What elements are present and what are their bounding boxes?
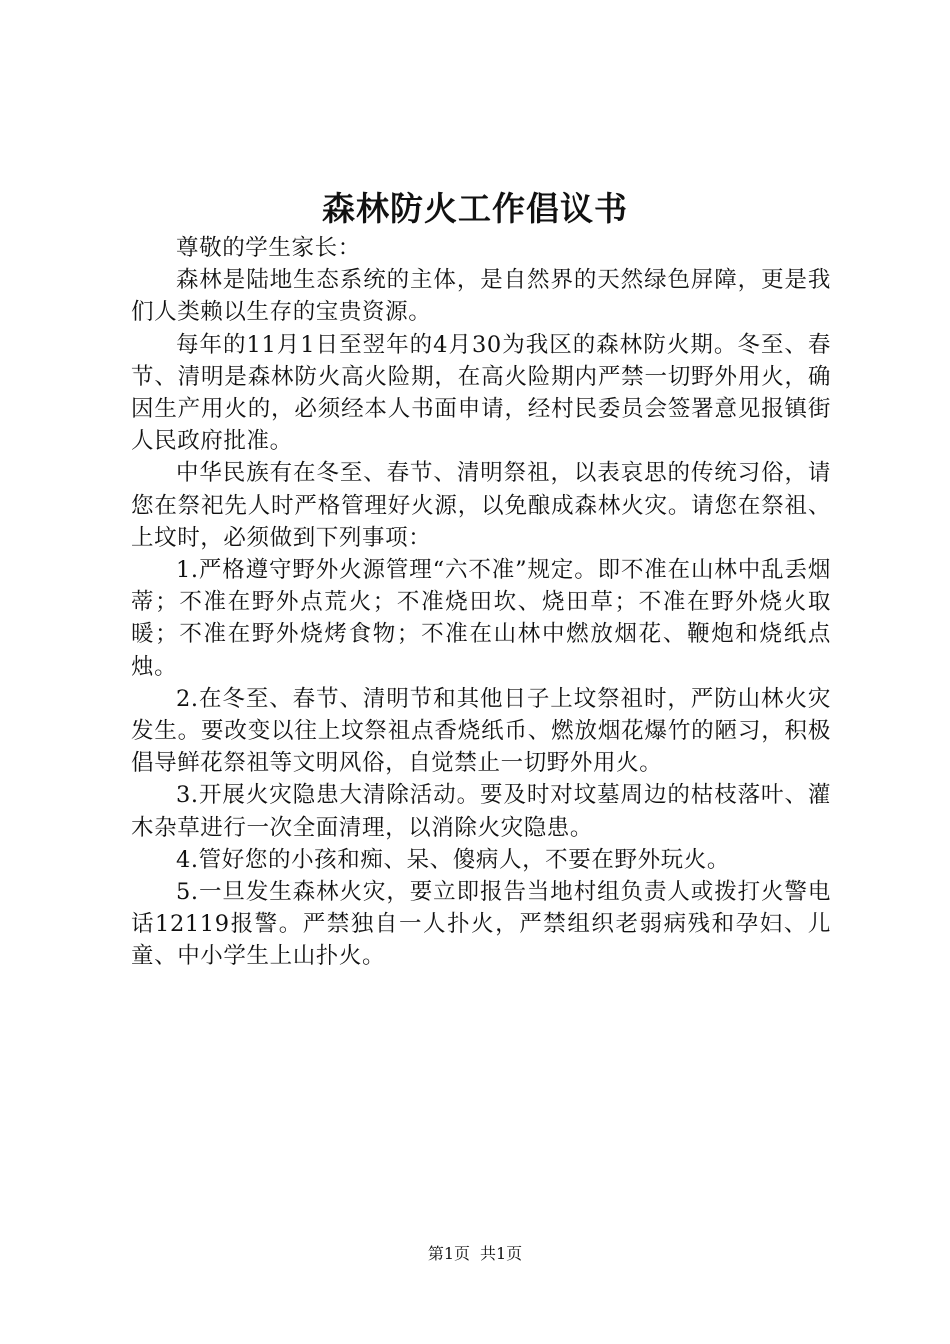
paragraph-item-1: 1.严格遵守野外火源管理“六不准”规定。即不准在山林中乱丢烟蒂；不准在野外点荒火；不准烧田坎、烧田草；不准在野外烧火取暖；不准在野外烧烤食物；不准在山林中燃放烟花、鞭炮和烧纸点烛。 xyxy=(131,557,831,680)
page-number-current: 第1页 xyxy=(427,1244,470,1263)
page-footer xyxy=(0,1243,950,1265)
document-title: 森林防火工作倡议书 xyxy=(322,189,628,228)
salutation: 尊敬的学生家长： xyxy=(176,235,361,261)
paragraph-item-4: 4.管好您的小孩和痴、呆、傻病人，不要在野外玩火。 xyxy=(176,846,730,873)
paragraph-intro: 森林是陆地生态系统的主体，是自然界的天然绿色屏障，更是我们人类赖以生存的宝贵资源。 xyxy=(131,267,831,326)
paragraph-item-2: 2.在冬至、春节、清明节和其他日子上坟祭祖时，严防山林火灾发生。要改变以往上坟祭祖点香烧纸币、燃放烟花爆竹的陋习，积极倡导鲜花祭祖等文明风俗，自觉禁止一切野外用火。 xyxy=(131,685,831,777)
paragraph-fire-season: 每年的11月1日至翌年的4月30为我区的森林防火期。冬至、春节、清明是森林防火高火险期，在高火险期内严禁一切野外用火，确因生产用火的，必须经本人书面申请，经村民委员会签署意见报镇街人民政府批准。 xyxy=(131,331,831,455)
page-number-total: 共1页 xyxy=(480,1244,523,1263)
paragraph-item-3: 3.开展火灾隐患大清除活动。要及时对坟墓周边的枯枝落叶、灌木杂草进行一次全面清理，以消除火灾隐患。 xyxy=(131,782,831,841)
document-body xyxy=(131,232,831,973)
paragraph-item-5: 5.一旦发生森林火灾，要立即报告当地村组负责人或拨打火警电话12119报警。严禁独自一人扑火，严禁组织老弱病残和孕妇、儿童、中小学生上山扑火。 xyxy=(131,879,831,970)
paragraph-tradition: 中华民族有在冬至、春节、清明祭祖，以表哀思的传统习俗，请您在祭祀先人时严格管理好火源，以免酿成森林火灾。请您在祭祖、上坟时，必须做到下列事项： xyxy=(131,460,831,551)
